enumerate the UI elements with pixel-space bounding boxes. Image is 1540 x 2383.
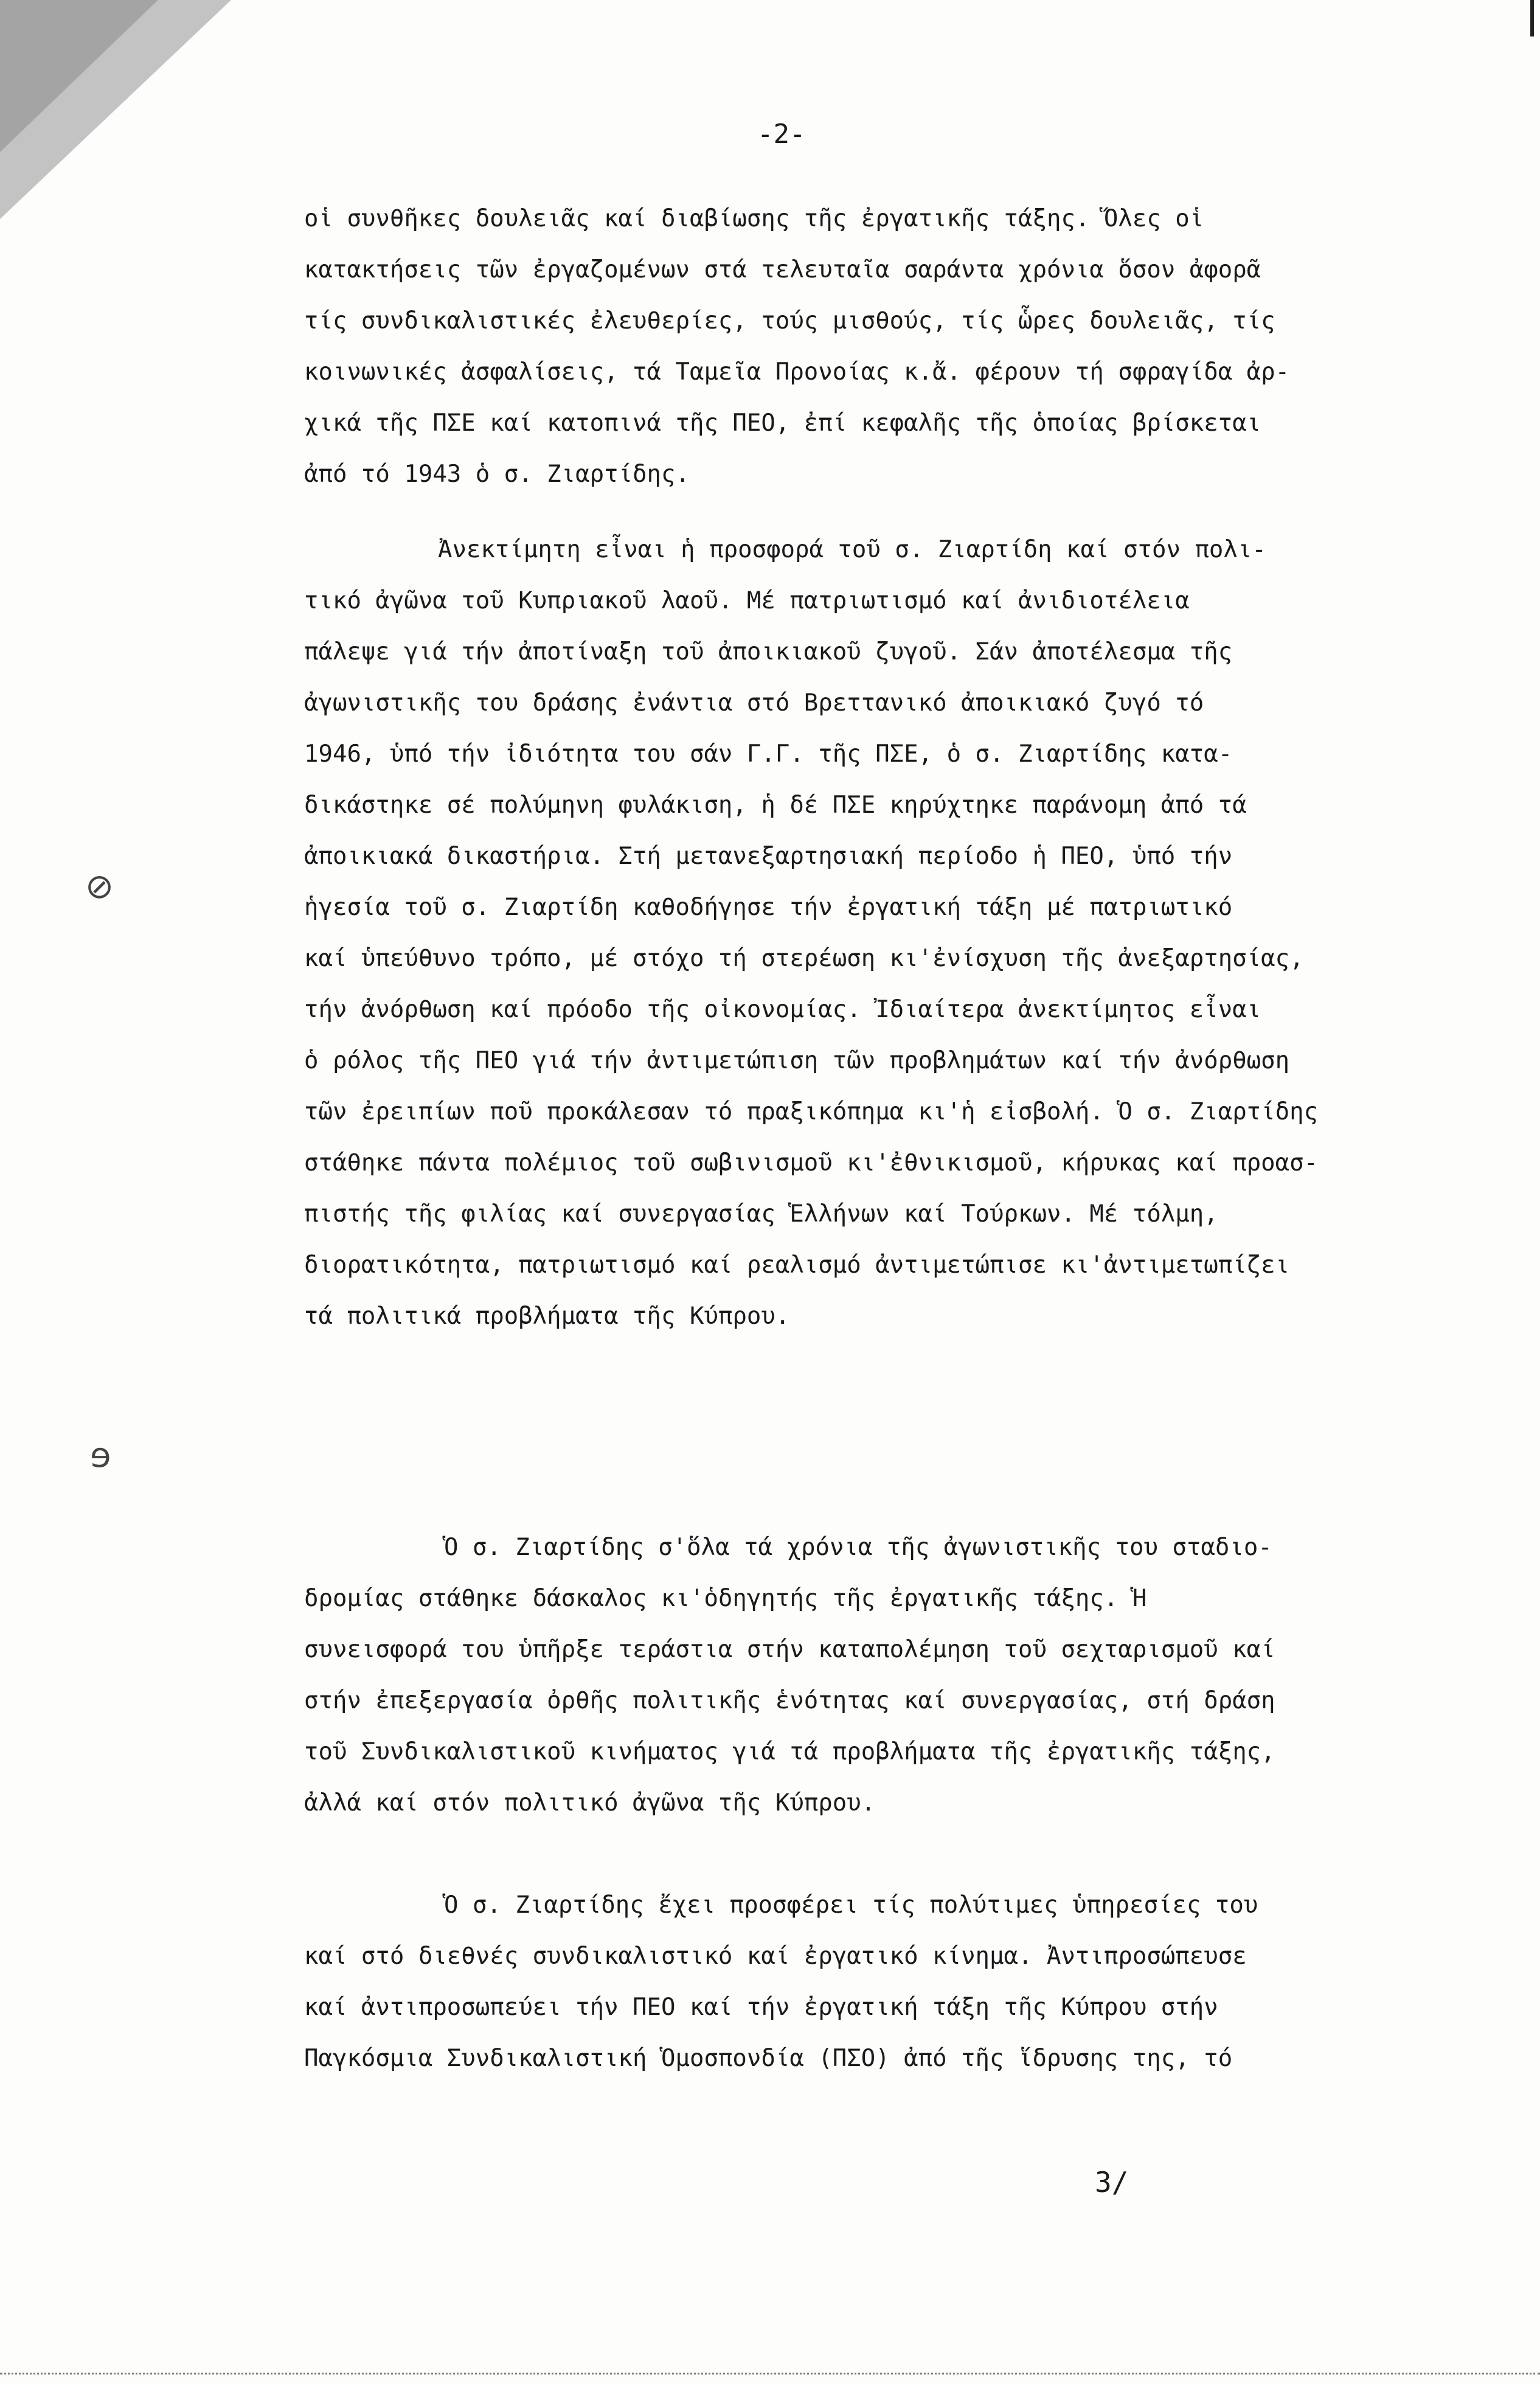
text-line: 1946, ὑπό τήν ἰδιότητα του σάν Γ.Γ. τῆς ΠΣΕ, ὁ σ. Ζιαρτίδης κατα- xyxy=(304,740,1233,768)
text-line: Ἀνεκτίμητη εἶναι ἡ προσφορά τοῦ σ. Ζιαρτίδη καί στόν πολι- xyxy=(438,536,1266,563)
page-number: -2- xyxy=(757,119,806,150)
text-line: τοῦ Συνδικαλιστικοῦ κινήματος γιά τά προβλήματα τῆς ἐργατικῆς τάξης, xyxy=(304,1738,1275,1766)
text-line: Ὁ σ. Ζιαρτίδης σ'ὅλα τά χρόνια τῆς ἀγωνιστικῆς του σταδιο- xyxy=(444,1534,1272,1561)
text-line: τικό ἀγῶνα τοῦ Κυπριακοῦ λαοῦ. Μέ πατριωτισμό καί ἀνιδιοτέλεια xyxy=(304,587,1190,614)
text-line: χικά τῆς ΠΣΕ καί κατοπινά τῆς ΠΕΟ, ἐπί κεφαλῆς τῆς ὁποίας βρίσκεται xyxy=(304,409,1261,437)
scan-edge-mark xyxy=(1530,0,1534,37)
text-line: κοινωνικές ἀσφαλίσεις, τά Ταμεῖα Προνοίας κ.ἄ. φέρουν τή σφραγίδα ἀρ- xyxy=(304,358,1290,386)
text-line: καί ὑπεύθυνο τρόπο, μέ στόχο τή στερέωση κι'ἐνίσχυση τῆς ἀνεξαρτησίας, xyxy=(304,945,1304,972)
text-line: ἀγωνιστικῆς του δράσης ἐνάντια στό Βρεττανικό ἀποικιακό ζυγό τό xyxy=(304,689,1204,717)
text-line: ἡγεσία τοῦ σ. Ζιαρτίδη καθοδήγησε τήν ἐργατική τάξη μέ πατριωτικό xyxy=(304,894,1233,921)
text-line: στήν ἐπεξεργασία ὀρθῆς πολιτικῆς ἑνότητας καί συνεργασίας, στή δράση xyxy=(304,1687,1275,1714)
text-line: διορατικότητα, πατριωτισμό καί ρεαλισμό ἀντιμετώπισε κι'ἀντιμετωπίζει xyxy=(304,1251,1290,1279)
paragraph-4 xyxy=(304,1880,1375,2084)
text-line: ἀλλά καί στόν πολιτικό ἀγῶνα τῆς Κύπρου. xyxy=(304,1789,876,1817)
scan-corner-shadow-inner xyxy=(0,0,158,152)
text-line: Παγκόσμια Συνδικαλιστική Ὁμοσπονδία (ΠΣΟ) ἀπό τῆς ἵδρυσης της, τό xyxy=(304,2045,1233,2072)
text-line: τίς συνδικαλιστικές ἐλευθερίες, τούς μισθούς, τίς ὧρες δουλειᾶς, τίς xyxy=(304,307,1275,335)
scan-bottom-edge xyxy=(0,2373,1540,2374)
text-line: πιστής τῆς φιλίας καί συνεργασίας Ἑλλήνων καί Τούρκων. Μέ τόλμη, xyxy=(304,1200,1218,1228)
text-line: ἀποικιακά δικαστήρια. Στή μετανεξαρτησιακή περίοδο ἡ ΠΕΟ, ὑπό τήν xyxy=(304,843,1233,870)
text-line: τῶν ἐρειπίων ποῦ προκάλεσαν τό πραξικόπημα κι'ἡ εἰσβολή. Ὁ σ. Ζιαρτίδης xyxy=(304,1098,1319,1125)
punch-hole-mark: ɘ xyxy=(90,1436,111,1475)
text-line: κατακτήσεις τῶν ἐργαζομένων στά τελευταῖα σαράντα χρόνια ὅσον ἀφορᾶ xyxy=(304,256,1261,284)
text-line: καί στό διεθνές συνδικαλιστικό καί ἐργατικό κίνημα. Ἀντιπροσώπευσε xyxy=(304,1943,1247,1970)
text-line: Ὁ σ. Ζιαρτίδης ἔχει προσφέρει τίς πολύτιμες ὑπηρεσίες του xyxy=(444,1891,1258,1919)
text-line: καί ἀντιπροσωπεύει τήν ΠΕΟ καί τήν ἐργατική τάξη τῆς Κύπρου στήν xyxy=(304,1994,1218,2021)
text-line: πάλεψε γιά τήν ἀποτίναξη τοῦ ἀποικιακοῦ ζυγοῦ. Σάν ἀποτέλεσμα τῆς xyxy=(304,638,1233,666)
paragraph-1 xyxy=(304,193,1375,500)
text-line: ὁ ρόλος τῆς ΠΕΟ γιά τήν ἀντιμετώπιση τῶν προβλημάτων καί τήν ἀνόρθωση xyxy=(304,1047,1290,1074)
punch-hole-mark: ⊘ xyxy=(85,867,114,906)
text-line: συνεισφορά του ὑπῆρξε τεράστια στήν καταπολέμηση τοῦ σεχταρισμοῦ καί xyxy=(304,1636,1275,1663)
paragraph-2 xyxy=(304,524,1375,1342)
text-line: στάθηκε πάντα πολέμιος τοῦ σωβινισμοῦ κι'ἐθνικισμοῦ, κήρυκας καί προασ- xyxy=(304,1149,1319,1177)
text-line: τήν ἀνόρθωση καί πρόοδο τῆς οἰκονομίας. Ἰδιαίτερα ἀνεκτίμητος εἶναι xyxy=(304,996,1261,1023)
text-line: τά πολιτικά προβλήματα τῆς Κύπρου. xyxy=(304,1303,790,1330)
text-line: ἀπό τό 1943 ὁ σ. Ζιαρτίδης. xyxy=(304,461,690,488)
text-line: οἱ συνθῆκες δουλειᾶς καί διαβίωσης τῆς ἐργατικῆς τάξης. Ὅλες οἱ xyxy=(304,205,1204,232)
paragraph-3 xyxy=(304,1522,1375,1829)
page-continuation-marker: 3/ xyxy=(1095,2166,1129,2199)
text-line: δρομίας στάθηκε δάσκαλος κι'ὁδηγητής τῆς ἐργατικῆς τάξης. Ἡ xyxy=(304,1585,1147,1612)
text-line: δικάστηκε σέ πολύμηνη φυλάκιση, ἡ δέ ΠΣΕ κηρύχτηκε παράνομη ἀπό τά xyxy=(304,791,1247,819)
